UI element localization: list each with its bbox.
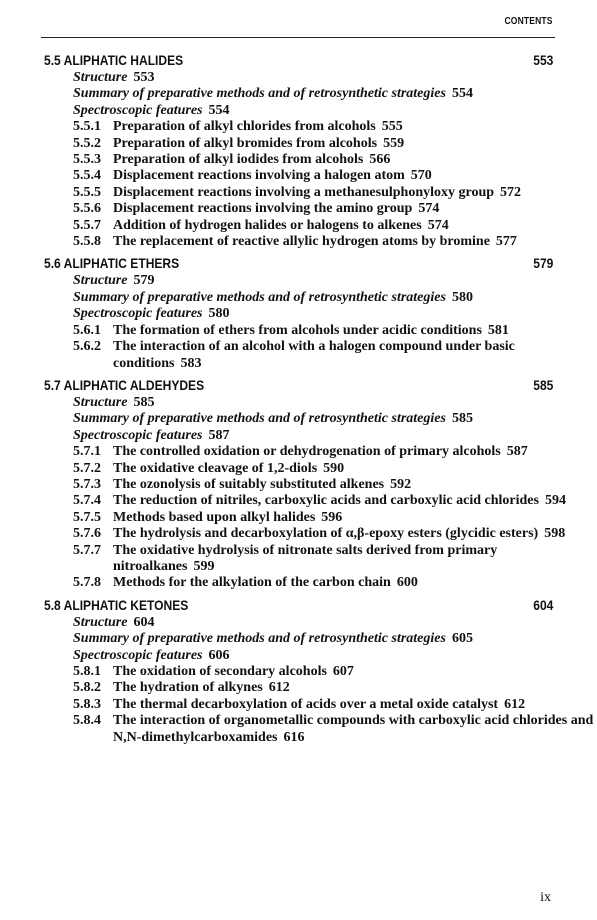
entry-title: The oxidative hydrolysis of nitronate salts derived from primary nitroalkanes (113, 542, 498, 574)
table-of-contents (0, 50, 597, 749)
section-heading (0, 50, 597, 70)
entry-page-number: 577 (495, 234, 517, 250)
entry-title: Structure (73, 614, 128, 630)
entry-page-number: 606 (208, 647, 230, 663)
toc-subheading (0, 273, 597, 289)
entry-title: Addition of hydrogen halides or halogens to alkenes (113, 217, 422, 233)
section-title-text: ALIPHATIC ETHERS (63, 255, 180, 272)
entry-number: 5.7.6 (73, 526, 101, 542)
toc-entry (0, 680, 597, 696)
toc-entry (0, 339, 597, 372)
toc-subheading (0, 290, 597, 306)
entry-page-number: 607 (332, 664, 354, 679)
entry-page-number: 616 (283, 729, 305, 745)
toc-entry (0, 510, 597, 526)
section-number: 5.5 (44, 52, 61, 68)
toc-entry (0, 136, 597, 152)
toc-entry (0, 185, 597, 201)
toc-subheading (0, 631, 597, 647)
header-rule (41, 37, 555, 38)
entry-number: 5.5.5 (73, 184, 101, 200)
entry-title: The ozonolysis of suitably substituted alkenes (113, 476, 385, 492)
entry-number: 5.5.6 (73, 201, 101, 217)
entry-page-number: 592 (390, 476, 412, 492)
toc-subheading (0, 86, 597, 102)
entry-title: Structure (73, 273, 128, 289)
entry-page-number: 600 (396, 575, 418, 591)
entry-title: Spectroscopic features (73, 647, 203, 663)
section-page-number: 604 (532, 596, 553, 613)
toc-subheading (0, 306, 597, 322)
entry-number: 5.5.8 (73, 234, 101, 250)
toc-subheading (0, 395, 597, 411)
entry-page-number: 590 (323, 460, 345, 476)
toc-section (0, 595, 597, 746)
entry-number: 5.5.7 (73, 217, 101, 233)
section-title-text: ALIPHATIC KETONES (63, 596, 189, 613)
toc-subheading (0, 615, 597, 631)
toc-subheading (0, 648, 597, 664)
entry-page-number: 605 (451, 631, 473, 647)
entry-title: Preparation of alkyl iodides from alcohols (113, 152, 364, 168)
entry-number: 5.7.1 (73, 444, 101, 460)
entry-title: Summary of preparative methods and of retrosynthetic strategies (73, 411, 446, 427)
section-page-number: 553 (532, 52, 553, 68)
section-page-number: 585 (532, 376, 553, 393)
entry-page-number: 583 (180, 355, 202, 371)
entry-page-number: 566 (369, 152, 391, 168)
entry-page-number: 580 (208, 306, 230, 322)
entry-page-number: 554 (208, 102, 230, 118)
toc-entry (0, 575, 597, 591)
entry-number: 5.8.1 (73, 664, 101, 679)
section-heading (0, 253, 597, 273)
entry-page-number: 599 (193, 558, 215, 574)
entry-number: 5.6.1 (73, 322, 101, 338)
toc-entry (0, 477, 597, 493)
entry-number: 5.7.4 (73, 493, 101, 509)
entry-title: Methods based upon alkyl halides (113, 509, 316, 525)
entry-page-number: 598 (544, 526, 566, 542)
toc-entry (0, 218, 597, 234)
entry-title: Spectroscopic features (73, 102, 203, 118)
section-number: 5.7 (44, 376, 61, 393)
section-heading (0, 595, 597, 615)
toc-entry (0, 323, 597, 339)
toc-entry (0, 234, 597, 250)
section-title (44, 52, 183, 68)
entry-title: Preparation of alkyl chlorides from alcohols (113, 119, 376, 135)
entry-page-number: 587 (208, 427, 230, 443)
entry-title: The oxidation of secondary alcohols (113, 664, 327, 679)
entry-title: Summary of preparative methods and of retrosynthetic strategies (73, 289, 446, 305)
entry-page-number: 585 (133, 394, 155, 410)
entry-title: Structure (73, 394, 128, 410)
entry-title: Displacement reactions involving a halogen atom (113, 168, 405, 184)
entry-number: 5.8.4 (73, 713, 101, 729)
entry-page-number: 574 (427, 217, 449, 233)
entry-title: Displacement reactions involving the amino group (113, 201, 413, 217)
section-heading (0, 375, 597, 395)
entry-page-number: 555 (381, 119, 403, 135)
entry-page-number: 596 (321, 509, 343, 525)
toc-entry (0, 461, 597, 477)
entry-page-number: 553 (133, 70, 155, 85)
toc-entry (0, 493, 597, 509)
entry-page-number: 594 (544, 493, 566, 509)
entry-page-number: 581 (487, 322, 509, 338)
entry-number: 5.5.1 (73, 119, 101, 135)
toc-entry (0, 526, 597, 542)
entry-title: The hydrolysis and decarboxylation of α,β-epoxy esters (glycidic esters) (113, 526, 539, 542)
entry-page-number: 579 (133, 273, 155, 289)
entry-title: The reduction of nitriles, carboxylic acids and carboxylic acid chlorides (113, 493, 539, 509)
section-number: 5.6 (44, 255, 61, 272)
section-page-number: 579 (532, 255, 553, 272)
entry-number: 5.5.4 (73, 168, 101, 184)
toc-entry (0, 444, 597, 460)
toc-entry (0, 168, 597, 184)
toc-entry (0, 697, 597, 713)
entry-title: The interaction of an alcohol with a halogen compound under basic conditions (113, 339, 515, 371)
entry-title: Spectroscopic features (73, 427, 203, 443)
toc-entry (0, 119, 597, 135)
toc-subheading (0, 411, 597, 427)
entry-page-number: 604 (133, 614, 155, 630)
entry-number: 5.7.5 (73, 509, 101, 525)
entry-page-number: 554 (451, 86, 473, 102)
entry-number: 5.8.3 (73, 696, 101, 712)
running-head: CONTENTS (504, 16, 553, 27)
entry-number: 5.8.2 (73, 680, 101, 696)
entry-title: The oxidative cleavage of 1,2-diols (113, 460, 318, 476)
entry-title: Spectroscopic features (73, 306, 203, 322)
toc-entry (0, 543, 597, 576)
entry-title: The formation of ethers from alcohols under acidic conditions (113, 322, 482, 338)
section-title (44, 597, 188, 613)
entry-title: Summary of preparative methods and of retrosynthetic strategies (73, 631, 446, 647)
toc-section (0, 253, 597, 371)
entry-number: 5.6.2 (73, 339, 101, 355)
toc-section (0, 50, 597, 250)
entry-number: 5.7.8 (73, 575, 101, 591)
entry-title: Structure (73, 70, 128, 85)
toc-entry (0, 664, 597, 680)
entry-title: The replacement of reactive allylic hydrogen atoms by bromine (113, 234, 490, 250)
entry-title: The interaction of organometallic compounds with carboxylic acid chlorides and N,N-dimethylcarboxamides (113, 713, 594, 745)
entry-number: 5.7.7 (73, 542, 101, 558)
entry-page-number: 559 (383, 135, 405, 151)
entry-title: The hydration of alkynes (113, 680, 263, 696)
entry-page-number: 572 (500, 184, 522, 200)
entry-page-number: 585 (451, 411, 473, 427)
entry-title: The thermal decarboxylation of acids over a metal oxide catalyst (113, 696, 499, 712)
entry-number: 5.7.3 (73, 476, 101, 492)
section-title (44, 377, 204, 393)
toc-entry (0, 713, 597, 746)
section-number: 5.8 (44, 596, 61, 613)
entry-title: Methods for the alkylation of the carbon chain (113, 575, 391, 591)
entry-number: 5.5.2 (73, 135, 101, 151)
entry-page-number: 587 (506, 444, 528, 460)
entry-title: Displacement reactions involving a methanesulphonyloxy group (113, 184, 495, 200)
entry-page-number: 612 (268, 680, 290, 696)
section-title (44, 255, 179, 271)
entry-title: Preparation of alkyl bromides from alcohols (113, 135, 378, 151)
toc-entry (0, 201, 597, 217)
entry-page-number: 612 (504, 696, 526, 712)
section-title-text: ALIPHATIC ALDEHYDES (63, 376, 205, 393)
entry-page-number: 574 (418, 201, 440, 217)
section-title-text: ALIPHATIC HALIDES (63, 52, 184, 68)
toc-subheading (0, 70, 597, 86)
toc-entry (0, 152, 597, 168)
toc-subheading (0, 428, 597, 444)
entry-page-number: 580 (451, 289, 473, 305)
toc-subheading (0, 103, 597, 119)
entry-number: 5.5.3 (73, 152, 101, 168)
page-number: ix (540, 890, 551, 905)
entry-page-number: 570 (410, 168, 432, 184)
entry-title: The controlled oxidation or dehydrogenation of primary alcohols (113, 444, 501, 460)
entry-title: Summary of preparative methods and of retrosynthetic strategies (73, 86, 446, 102)
toc-section (0, 375, 597, 592)
entry-number: 5.7.2 (73, 460, 101, 476)
